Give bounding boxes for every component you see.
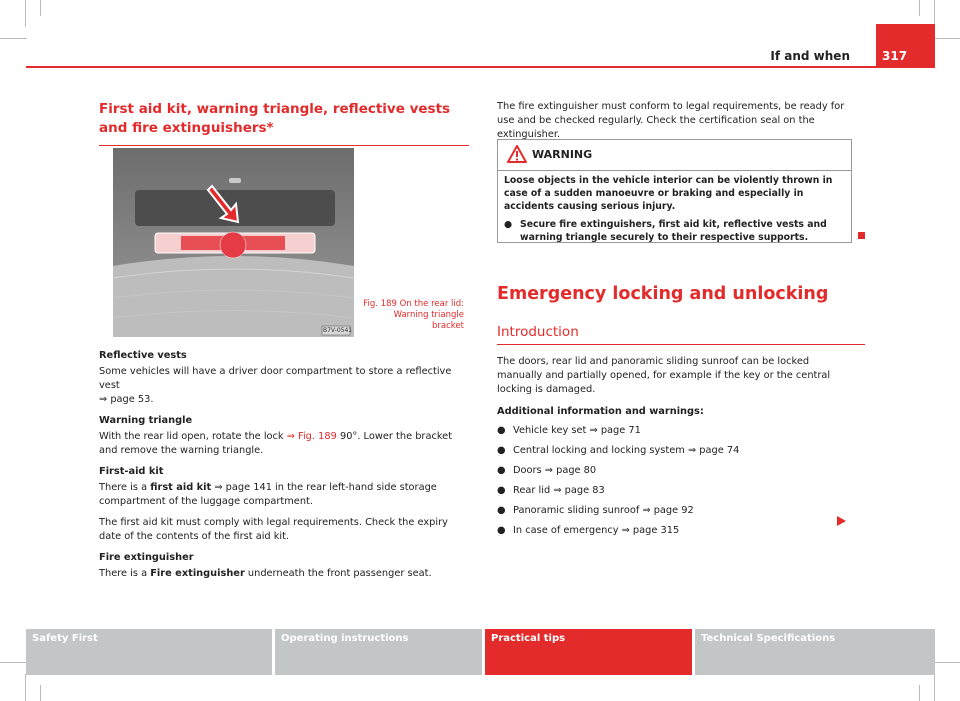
crop-mark	[25, 674, 26, 701]
left-column	[99, 100, 469, 146]
continue-arrow-icon	[837, 511, 846, 530]
list-item[interactable]: ● Panoramic sliding sunroof ⇒ page 92	[497, 505, 694, 516]
figure-warning-triangle-bracket	[113, 148, 354, 337]
firstaid-text-b: ⇒ page 141 in the rear left-hand side storage compartment of the luggage compartment.	[99, 482, 437, 507]
section-title: First aid kit, warning triangle, reflective vests and fire extinguishers*	[99, 101, 451, 136]
warning-header	[498, 140, 851, 171]
triangle-text-a: With the rear lid open, rotate the lock	[99, 431, 287, 442]
bullet-icon: ●	[497, 505, 506, 516]
page-number: 317	[876, 24, 935, 68]
bullet-icon: ●	[497, 425, 506, 436]
bullet-icon: ●	[497, 525, 506, 536]
bullet-icon: ●	[504, 219, 513, 230]
intro-paragraph: The doors, rear lid and panoramic sliding sunroof can be locked manually and partially opened, for example if the key or the central locking is damaged.	[497, 356, 831, 395]
bullet-icon: ●	[497, 485, 506, 496]
figure-caption: Fig. 189 On the rear lid: Warning triangle bracket	[363, 299, 464, 331]
crop-mark	[934, 674, 935, 701]
crop-mark	[0, 662, 27, 663]
introduction-rule	[497, 344, 865, 345]
figure-code: B7V-0541	[323, 327, 353, 334]
crop-mark	[934, 0, 935, 27]
crop-mark	[933, 38, 960, 39]
warning-text: Loose objects in the vehicle interior can be violently thrown in case of a sudden manoeuvre or braking and especially in accidents causing serious injury.	[504, 175, 833, 212]
firstaid-bold: first aid kit	[150, 482, 212, 493]
emergency-title: Emergency locking and unlocking	[497, 284, 829, 304]
warning-title: WARNING	[532, 148, 593, 161]
tab-technical-specifications[interactable]: Technical Specifications	[695, 629, 935, 675]
vests-heading: Reflective vests	[99, 350, 187, 361]
section-end-marker	[858, 232, 865, 239]
section-rule	[99, 145, 469, 146]
crop-mark	[919, 0, 920, 16]
warning-body	[498, 171, 851, 244]
tab-operating-instructions[interactable]: Operating instructions	[275, 629, 482, 675]
warning-triangle-icon	[507, 145, 527, 167]
firstaid-note: The first aid kit must comply with legal requirements. Check the expiry date of the contents of the first aid kit.	[99, 517, 448, 542]
extinguisher-text-a: There is a	[99, 568, 151, 579]
intro-paragraph-wrap	[497, 355, 852, 419]
list-item[interactable]: ● Central locking and locking system ⇒ page 74	[497, 445, 740, 456]
right-intro	[497, 100, 852, 142]
list-item[interactable]: ● Doors ⇒ page 80	[497, 465, 597, 476]
extinguisher-requirements: The fire extinguisher must conform to legal requirements, be ready for use and be checked regularly. Check the certification seal on the extinguisher.	[497, 101, 845, 140]
firstaid-text-a: There is a	[99, 482, 151, 493]
firstaid-heading: First-aid kit	[99, 466, 164, 477]
list-item[interactable]: ● In case of emergency ⇒ page 315	[497, 525, 680, 536]
tab-practical-tips[interactable]: Practical tips	[485, 629, 692, 675]
header-title: If and when	[770, 49, 850, 63]
crop-mark	[933, 662, 960, 663]
triangle-text-b: 90°. Lower the bracket and remove the warning triangle.	[99, 431, 453, 456]
header-rule	[26, 66, 935, 68]
warning-box	[497, 139, 852, 243]
crop-mark	[919, 685, 920, 701]
list-item[interactable]: ● Rear lid ⇒ page 83	[497, 485, 605, 496]
left-text	[99, 349, 469, 581]
vests-ref[interactable]: ⇒ page 53.	[99, 394, 154, 405]
warning-bullet: Secure fire extinguishers, first aid kit, reflective vests and warning triangle securely to their respective supports.	[520, 219, 827, 243]
info-heading: Additional information and warnings:	[497, 406, 704, 417]
rear-lid-illustration	[113, 148, 354, 337]
list-item[interactable]: ● Vehicle key set ⇒ page 71	[497, 425, 641, 436]
crop-mark	[25, 0, 26, 27]
triangle-heading: Warning triangle	[99, 415, 193, 426]
crop-mark	[40, 685, 41, 701]
bullet-icon: ●	[497, 445, 506, 456]
introduction-title: Introduction	[497, 324, 579, 340]
crop-mark	[40, 0, 41, 16]
extinguisher-bold: Fire extinguisher	[150, 568, 245, 579]
reference-list	[497, 424, 739, 544]
figure-ref-link[interactable]: ⇒ Fig. 189	[286, 431, 337, 442]
bullet-icon: ●	[497, 465, 506, 476]
vests-text: Some vehicles will have a driver door compartment to store a reflective vest	[99, 366, 452, 391]
crop-mark	[0, 38, 27, 39]
extinguisher-heading: Fire extinguisher	[99, 552, 194, 563]
extinguisher-text-b: underneath the front passenger seat.	[244, 568, 432, 579]
tab-safety-first[interactable]: Safety First	[26, 629, 272, 675]
